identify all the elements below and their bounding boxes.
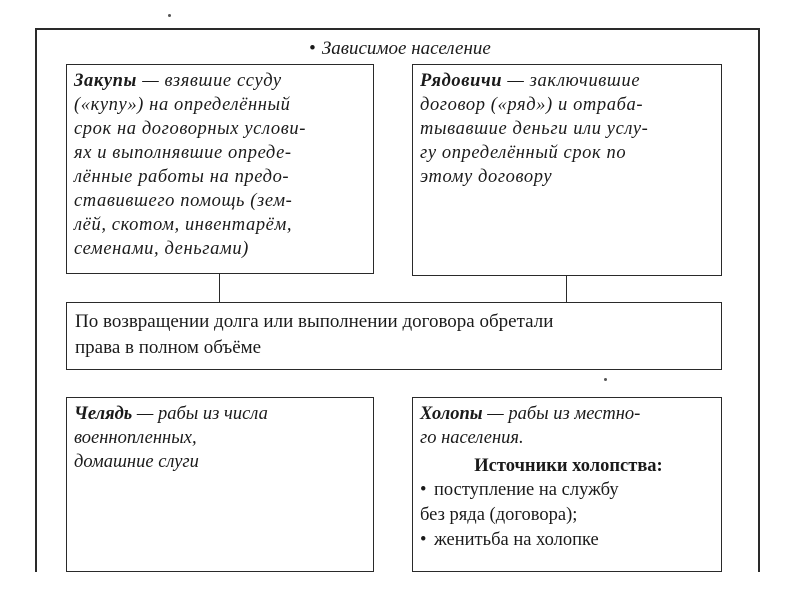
scan-speck [604,378,607,381]
chelyad-line: военнопленных, [74,428,197,448]
zakupy-line: («купу») на определённый [74,95,291,115]
diagram-heading [0,38,800,60]
result-line: По возвращении долга или выполнении договора обретали [75,311,554,332]
source-text: без ряда (договора); [420,505,578,525]
outer-frame-left [35,28,37,572]
source-item [420,478,717,503]
source-item [420,528,717,553]
scan-speck [168,14,171,17]
zakupy-line: лённые работы на предо- [74,167,290,187]
ryadovichi-line: этому договору [420,167,553,187]
ryadovichi-line: договор («ряд») и отраба- [420,95,644,115]
kholopy-line: го населения. [420,428,524,448]
chelyad-line: рабы из числа [157,404,268,424]
zakupy-line: ях и выполнявшие опреде- [74,143,292,163]
dash-zakupy: — [136,71,165,91]
kholopy-line: рабы из местно- [508,404,641,424]
source-text: женитьба на холопке [434,530,599,550]
zakupy-line: семенами, деньгами) [74,239,249,259]
source-bullet: • [420,530,427,550]
term-zakupy: Закупы [74,71,137,91]
box-result [66,302,722,370]
source-item [420,503,717,528]
term-chelyad: Челядь [74,404,133,424]
ryadovichi-line: заключившие [529,71,641,91]
connector-zakupy-result [219,273,220,303]
result-line: права в полном объёме [75,337,262,358]
zakupy-line: срок на договорных услови- [74,119,306,139]
source-text: поступление на службу [434,480,619,500]
dash-ryadovichi: — [502,71,530,91]
zakupy-line: лёй, скотом, инвентарём, [74,215,293,235]
heading-text: Зависимое население [321,38,491,59]
zakupy-line: взявшие ссуду [164,71,282,91]
source-bullet: • [420,480,427,500]
term-ryadovichi: Рядовичи [420,71,503,91]
sources-title: Источники холопства: [474,456,663,476]
box-chelyad [66,397,374,572]
outer-frame-right [758,28,760,572]
box-kholopy [412,397,722,572]
box-ryadovichi [412,64,722,276]
outer-frame-top [35,28,760,30]
dash-chelyad: — [132,404,158,424]
heading-bullet: • [309,38,316,59]
chelyad-line: домашние слуги [74,452,199,472]
term-kholopy: Холопы [420,404,483,424]
dash-kholopy: — [482,404,509,424]
ryadovichi-line: гу определённый срок по [420,143,627,163]
box-zakupy [66,64,374,274]
connector-ryadovichi-result [566,275,567,303]
zakupy-line: ставившего помощь (зем- [74,191,293,211]
ryadovichi-line: тывавшие деньги или услу- [420,119,649,139]
